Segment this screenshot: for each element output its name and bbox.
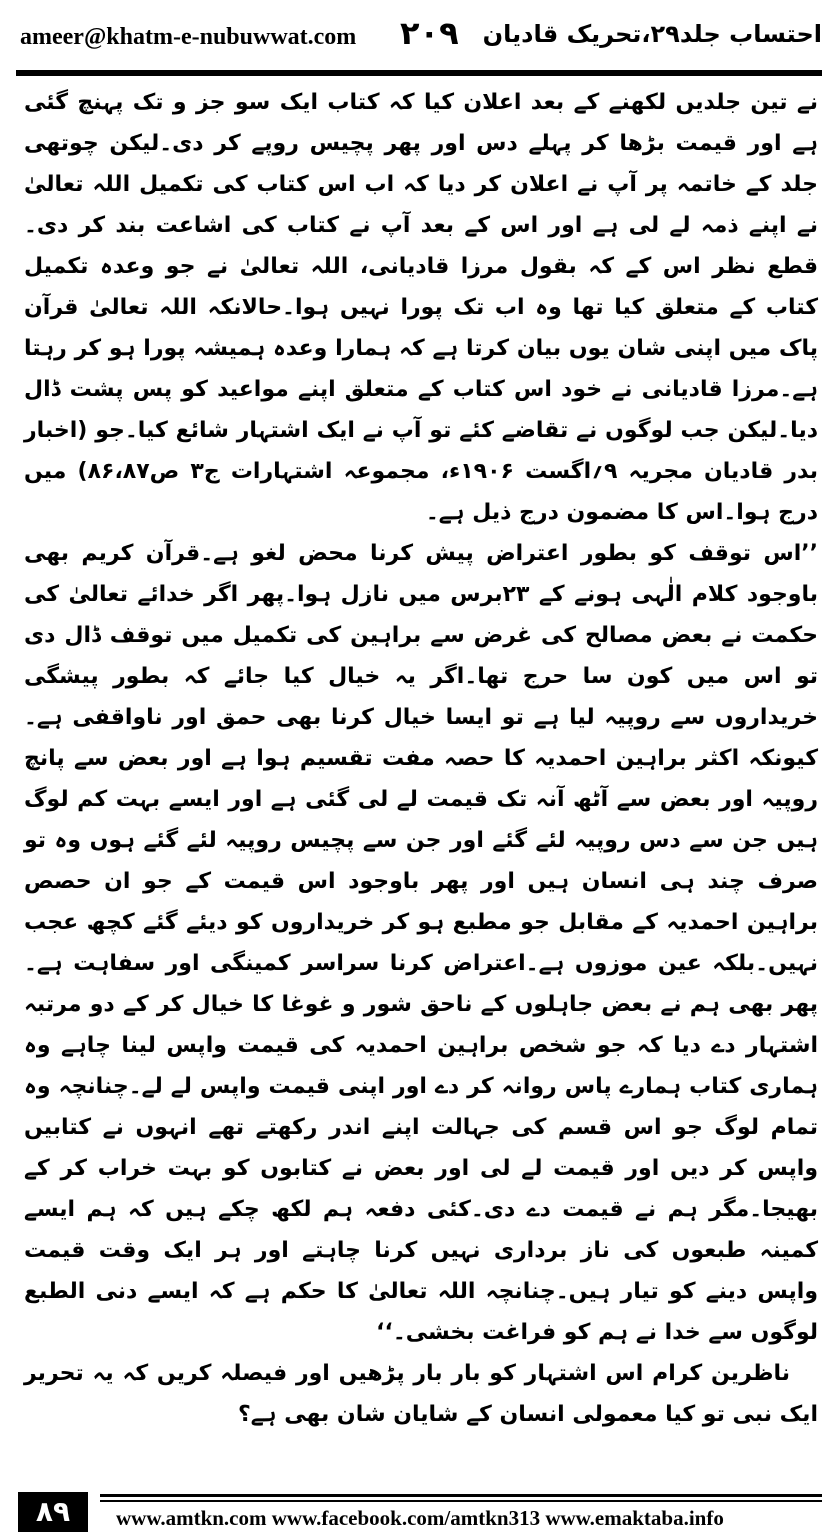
header-book-title: احتساب جلد۲۹،تحریک قادیان [482,20,822,48]
footer-rule-bottom [100,1500,822,1502]
header-page-number: ۲۰۹ [400,14,459,52]
footer-links: www.amtkn.com www.facebook.com/amtkn313 www.emaktaba.info [116,1506,724,1530]
header-email: ameer@khatm-e-nubuwwat.com [20,24,357,50]
page-footer [0,1486,840,1540]
header-rule [16,70,822,76]
page-header [0,0,840,70]
footer-rule-top [100,1494,822,1497]
paragraph-quote: ’’اس توقف کو بطور اعتراض پیش کرنا محض لغو ہے۔قرآن کریم بھی باوجود کلام الٰہی ہونے کے ۲۳برس میں نازل ہوا۔پھر اگر خدائے تعالیٰ کی حکمت نے بعض مصالح کی غرض سے براہین کی تکمیل میں توقف ڈال دی تو اس میں کون سا حرج تھا۔اگر یہ خیال کیا جائے کہ بطور پیشگی خریداروں سے روپیہ لیا ہے تو ایسا خیال کرنا بھی حمق اور ناواقفی ہے۔کیونکہ اکثر براہین احمدیہ کا حصہ مفت تقسیم ہوا ہے اور بعض سے پانچ روپیہ اور بعض سے آٹھ آنہ تک قیمت لے لی گئی ہے اور ایسے بہت کم لوگ ہیں جن سے دس روپیہ لئے گئے اور جن سے پچیس روپیہ لئے گئے ہوں وہ تو صرف چند ہی انسان ہیں اور پھر باوجود اس قیمت کے جو ان حصص براہین احمدیہ کے مقابل جو مطبع ہو کر خریداروں کو دیئے گئے کچھ عجب نہیں۔بلکہ عین موزوں ہے۔اعتراض کرنا سراسر کمینگی اور سفاہت ہے۔پھر بھی ہم نے بعض جاہلوں کے ناحق شور و غوغا کا خیال کر کے دو مرتبہ اشتہار دے دیا کہ جو شخص براہین احمدیہ کی قیمت واپس لینا چاہے وہ ہماری کتاب ہمارے پاس روانہ کر دے اور اپنی قیمت واپس لے لے۔چنانچہ وہ تمام لوگ جو اس قسم کی جہالت اپنے اندر رکھتے تھے انہوں نے کتابیں واپس کر دیں اور قیمت لے لی اور بعض نے کتابوں کو بہت خراب کر کے بھیجا۔مگر ہم نے قیمت دے دی۔کئی دفعہ ہم لکھ چکے ہیں کہ ہم ایسے کمینہ طبعوں کی ناز برداری نہیں کرنا چاہتے اور ہر ایک وقت قیمت واپس دینے کو تیار ہیں۔چنانچہ اللہ تعالیٰ کا حکم ہے کہ ایسے دنی الطبع لوگوں سے خدا نے ہم کو فراغت بخشی۔‘‘ [24,541,818,1345]
page-body [24,82,818,1435]
paragraph-intro: نے تین جلدیں لکھنے کے بعد اعلان کیا کہ کتاب ایک سو جز و تک پہنچ گئی ہے اور قیمت بڑھا کر پہلے دس اور پھر پچیس روپے کر دی۔لیکن چوتھی جلد کے خاتمہ پر آپ نے اعلان کر دیا کہ اب اس کتاب کی تکمیل اللہ تعالیٰ نے اپنے ذمہ لے لی ہے اور اس کے بعد آپ نے کتاب کی اشاعت بند کر دی۔قطع نظر اس کے کہ بقول مرزا قادیانی، اللہ تعالیٰ نے جو وعدہ تکمیل کتاب کے متعلق کیا تھا وہ اب تک پورا نہیں ہوا۔حالانکہ اللہ تعالیٰ قرآن پاک میں اپنی شان یوں بیان کرتا ہے کہ ہمارا وعدہ ہمیشہ پورا ہو کر رہتا ہے۔مرزا قادیانی نے خود اس کتاب کے متعلق اپنے مواعید کو پس پشت ڈال دیا۔لیکن جب لوگوں نے تقاضے کئے تو آپ نے ایک اشتہار شائع کیا۔جو (اخبار بدر قادیان مجریہ ۹؍اگست ۱۹۰۶ء، مجموعہ اشتہارات ج۳ ص۸۶،۸۷) میں درج ہوا۔اس کا مضمون درج ذیل ہے۔ [24,90,819,525]
paragraph-conclusion: ناظرین کرام اس اشتہار کو بار بار پڑھیں اور فیصلہ کریں کہ یہ تحریر ایک نبی تو کیا معمولی انسان کے شایان شان بھی ہے؟ [24,1361,818,1427]
footer-page-number: ۸۹ [18,1492,88,1532]
